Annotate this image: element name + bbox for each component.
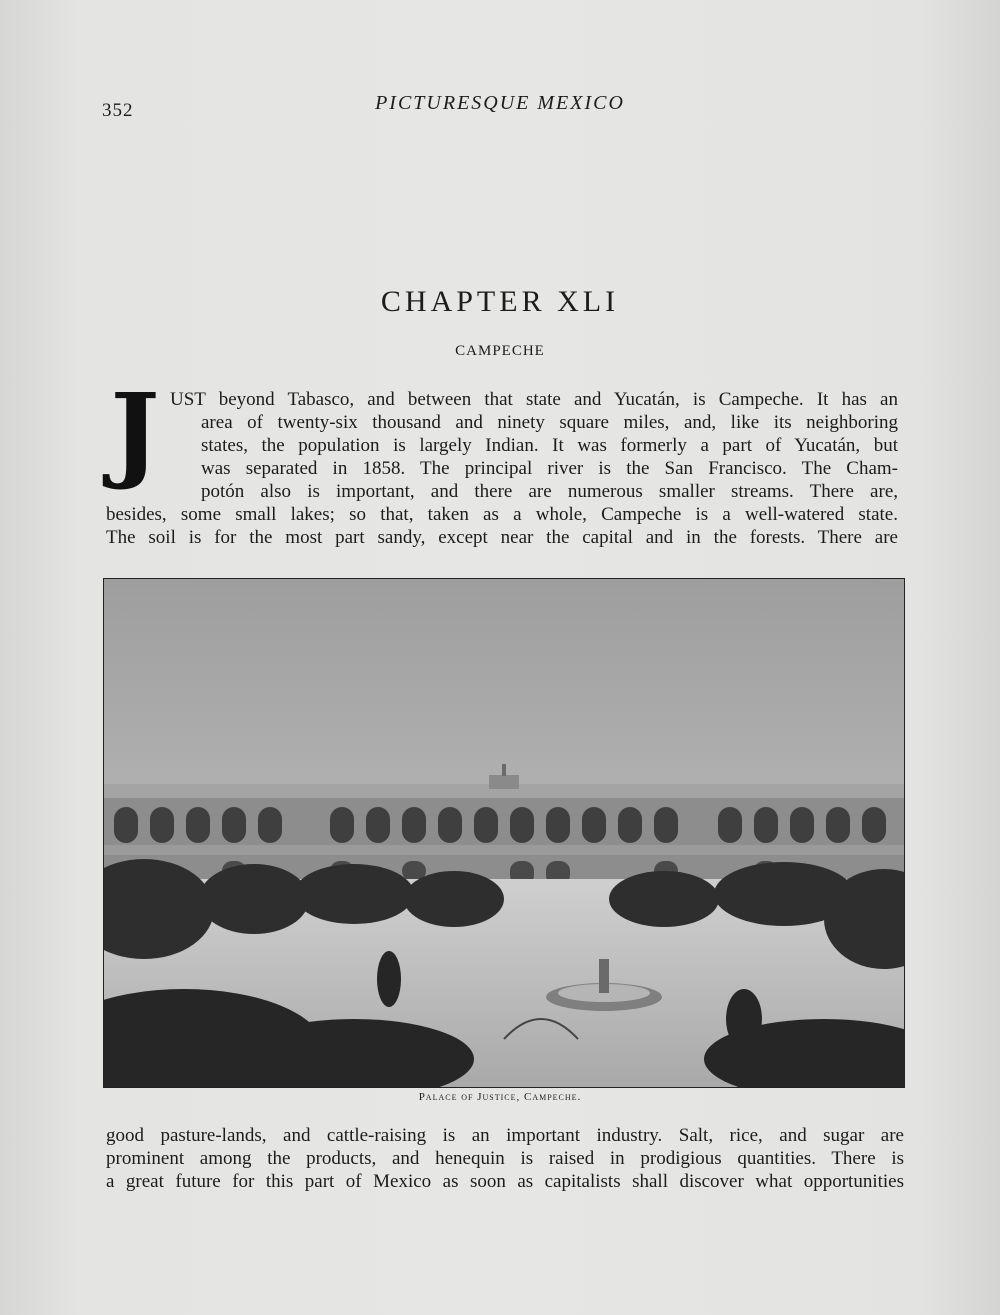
chapter-subtitle: CAMPECHE [455,343,545,359]
body-line: UST beyond Tabasco, and between that state and Yucatán, is Campeche. It has an [170,389,898,410]
drop-cap: J [110,370,160,493]
chapter-title: CHAPTER XLI [380,285,620,318]
page-number: 352 [102,100,134,121]
body-line: was separated in 1858. The principal river is the San Francisco. The Cham- [201,458,898,479]
running-title: PICTURESQUE MEXICO [375,92,625,114]
palace-of-justice-photo [103,578,905,1088]
body-line: states, the population is largely Indian. It was formerly a part of Yucatán, but [201,435,898,456]
body-line: good pasture-lands, and cattle-raising is an important industry. Salt, rice, and sugar are [106,1125,904,1146]
body-line: potón also is important, and there are numerous smaller streams. There are, [201,481,898,502]
figure-caption: Palace of Justice, Campeche. [418,1091,582,1103]
body-line: prominent among the products, and henequin is raised in prodigious quantities. There is [106,1148,904,1169]
body-line: area of twenty-six thousand and ninety square miles, and, like its neighboring [201,412,898,433]
body-line: besides, some small lakes; so that, taken as a whole, Campeche is a well-watered state. [106,504,898,525]
body-line: a great future for this part of Mexico as soon as capitalists shall discover what opportunities [106,1171,904,1192]
body-line: The soil is for the most part sandy, except near the capital and in the forests. There are [106,527,898,548]
